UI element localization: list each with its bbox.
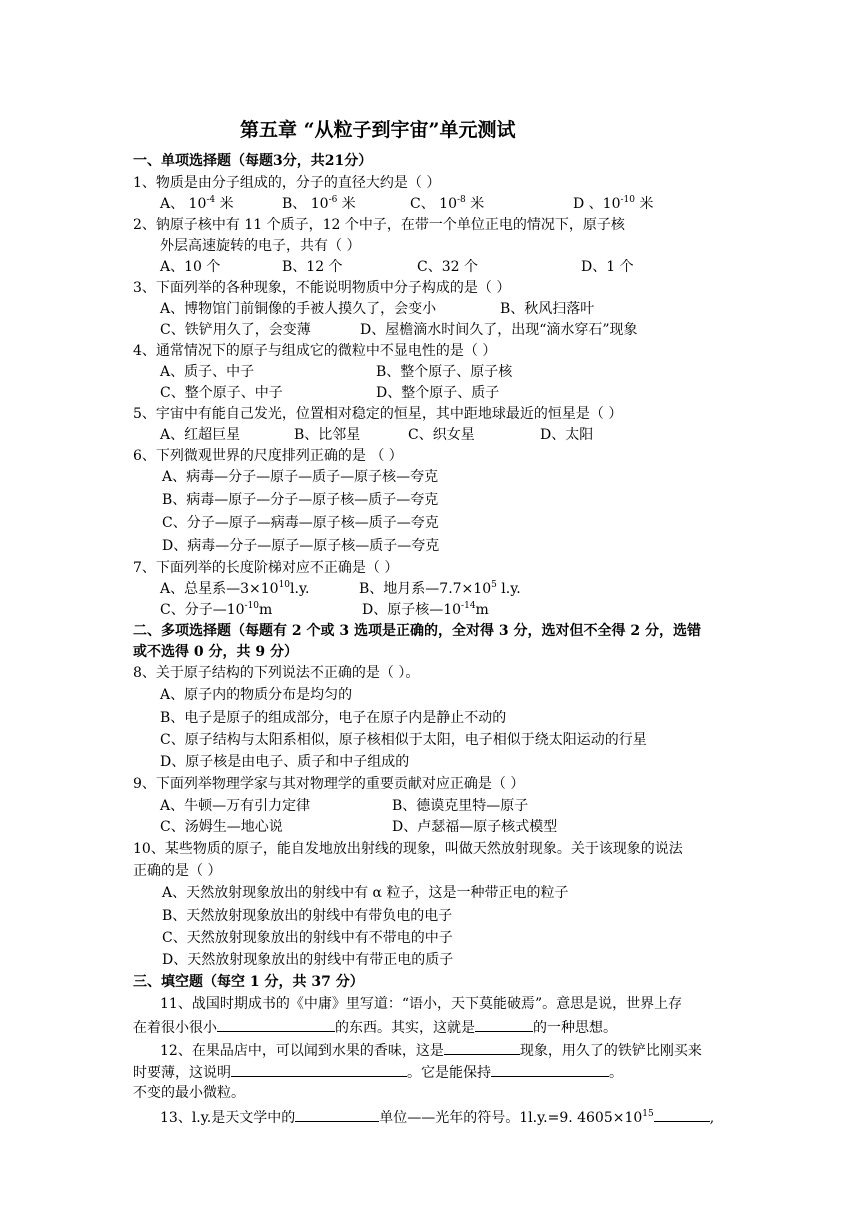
question-5-stem: 5、宇宙中有能自己发光，位置相对稳定的恒星，其中距地球最近的恒星是（ ） [133, 406, 623, 422]
fill-blank[interactable] [217, 1017, 335, 1032]
question-3-option-c: C、铁铲用久了，会变薄 [160, 322, 311, 338]
question-3-option-d: D、屋檐滴水时间久了，出现“滴水穿石”现象 [360, 322, 638, 338]
question-7-option-d: D、原子核$—10^{-14}m$ [362, 601, 489, 618]
question-4-option-d: D、整个原子、质子 [376, 385, 500, 401]
question-13-line-1: 13、l.y.是天文学中的 单位——光年的符号。1l.y.=9. $4605\times 10^{15}$ , [160, 1109, 715, 1126]
question-9-option-b: B、德谟克里特—原子 [392, 798, 529, 814]
question-12-line-1: 12、在果品店中，可以闻到水果的香味，这是 现象，用久了的铁铲比刚买来 [160, 1040, 702, 1060]
question-2-stem-line-1: 2、钠原子核中有 11 个质子，12 个中子，在带一个单位正电的情况下，原子核 [133, 217, 625, 233]
question-1-option-b: B、 $10^{-6}$ 米 [282, 195, 356, 212]
question-5-option-a: A、红超巨星 [160, 427, 241, 443]
fill-blank[interactable] [491, 1062, 609, 1077]
question-5-option-c: C、织女星 [408, 427, 475, 443]
question-7-option-b: B、地月系$—7.7\times 10^5$ l.y. [359, 580, 521, 597]
question-8-option-c: C、原子结构与太阳系相似，原子核相似于太阳，电子相似于绕太阳运动的行星 [160, 732, 647, 748]
fill-blank[interactable] [444, 1040, 520, 1055]
question-8-option-b: B、电子是原子的组成部分，电子在原子内是静止不动的 [160, 710, 507, 726]
question-12-line-2: 时要薄，这说明 。它是能保持 。 [133, 1062, 623, 1082]
question-8-stem: 8、关于原子结构的下列说法不正确的是（ ）。 [133, 665, 420, 681]
question-7-option-a: A、总星系$—3\times 10^{10}l.y$. [160, 580, 310, 597]
question-6-option-b: B、病毒—原子—分子—原子核—质子—夸克 [162, 492, 439, 508]
page-title: 第五章 “从粒子到宇宙”单元测试 [240, 119, 516, 141]
question-1-option-d: D 、$10^{-10}$ 米 [573, 195, 654, 212]
question-9-stem: 9、下面列举物理学家与其对物理学的重要贡献对应正确是（ ） [133, 776, 525, 792]
question-4-option-b: B、整个原子、原子核 [376, 364, 513, 380]
question-5-option-b: B、比邻星 [294, 427, 361, 443]
question-8-option-a: A、原子内的物质分布是均匀的 [160, 687, 353, 703]
fill-blank[interactable] [295, 1107, 379, 1122]
fill-blank[interactable] [475, 1017, 533, 1032]
question-6-stem: 6、下列微观世界的尺度排列正确的是 （ ） [133, 448, 403, 464]
question-3-stem: 3、下面列举的各种现象，不能说明物质中分子构成的是（ ） [133, 280, 511, 296]
question-1-option-c: C、 $10^{-8}$ 米 [410, 195, 485, 212]
question-11-line-2: 在着很小很小 的东西。其实，这就是 的一种思想。 [133, 1017, 617, 1037]
question-4-stem: 4、通常情况下的原子与组成它的微粒中不显电性的是（ ） [133, 343, 497, 359]
question-5-option-d: D、太阳 [540, 427, 594, 443]
question-10-option-d: D、天然放射现象放出的射线中有带正电的质子 [162, 952, 454, 968]
question-10-stem-line-2: 正确的是（ ） [133, 863, 222, 879]
question-9-option-c: C、汤姆生—地心说 [160, 819, 283, 835]
question-1-stem: 1、物质是由分子组成的，分子的直径大约是（ ） [133, 175, 441, 191]
section-2-heading-line-1: 二、多项选择题（每题有 2 个或 3 选项是正确的，全对得 3 分，选对但不全得 2 分，选错 [133, 623, 701, 639]
question-6-option-d: D、病毒—分子—原子—原子核—质子—夸克 [162, 538, 440, 554]
question-11-line-1: 11、战国时期成书的《中庸》里写道：“语小，天下莫能破焉”。意思是说，世界上存 [160, 996, 683, 1012]
question-2-option-d: D、1 个 [581, 259, 634, 275]
fill-blank[interactable] [231, 1062, 407, 1077]
section-1-heading: 一、单项选择题（每题3分，共21分） [133, 153, 373, 169]
fill-blank[interactable] [654, 1107, 710, 1122]
question-6-option-a: A、病毒—分子—原子—质子—原子核—夸克 [162, 469, 439, 485]
question-12-line-3: 不变的最小微粒。 [133, 1085, 245, 1101]
question-3-option-b: B、秋风扫落叶 [500, 301, 595, 317]
question-10-stem-line-1: 10、某些物质的原子，能自发地放出射线的现象，叫做天然放射现象。关于该现象的说法 [133, 841, 683, 857]
question-2-option-c: C、32 个 [417, 259, 478, 275]
question-1-option-a: A、 $10^{-4}$ 米 [160, 195, 234, 212]
question-3-option-a: A、博物馆门前铜像的手被人摸久了，会变小 [160, 301, 437, 317]
question-2-option-a: A、10 个 [160, 259, 221, 275]
question-9-option-d: D、卢瑟福—原子核式模型 [392, 819, 558, 835]
question-7-stem: 7、下面列举的长度阶梯对应不正确是（ ） [133, 560, 399, 576]
question-4-option-a: A、质子、中子 [160, 364, 255, 380]
question-6-option-c: C、分子—原子—病毒—原子核—质子—夸克 [162, 515, 439, 531]
question-4-option-c: C、整个原子、中子 [160, 385, 283, 401]
question-2-option-b: B、12 个 [282, 259, 343, 275]
question-2-stem-line-2: 外层高速旋转的电子，共有（ ） [160, 238, 361, 254]
section-2-heading-line-2: 或不选得 0 分，共 9 分） [133, 644, 298, 660]
question-10-option-c: C、天然放射现象放出的射线中有不带电的中子 [162, 930, 453, 946]
question-7-option-c: C、分子$—10^{-10}m$ [160, 601, 273, 618]
question-10-option-a: A、天然放射现象放出的射线中有 α 粒子，这是一种带正电的粒子 [162, 885, 569, 901]
question-8-option-d: D、原子核是由电子、质子和中子组成的 [160, 754, 410, 770]
question-10-option-b: B、天然放射现象放出的射线中有带负电的电子 [162, 908, 453, 924]
section-3-heading: 三、填空题（每空 1 分，共 37 分） [133, 974, 364, 990]
question-9-option-a: A、牛顿—万有引力定律 [160, 798, 311, 814]
